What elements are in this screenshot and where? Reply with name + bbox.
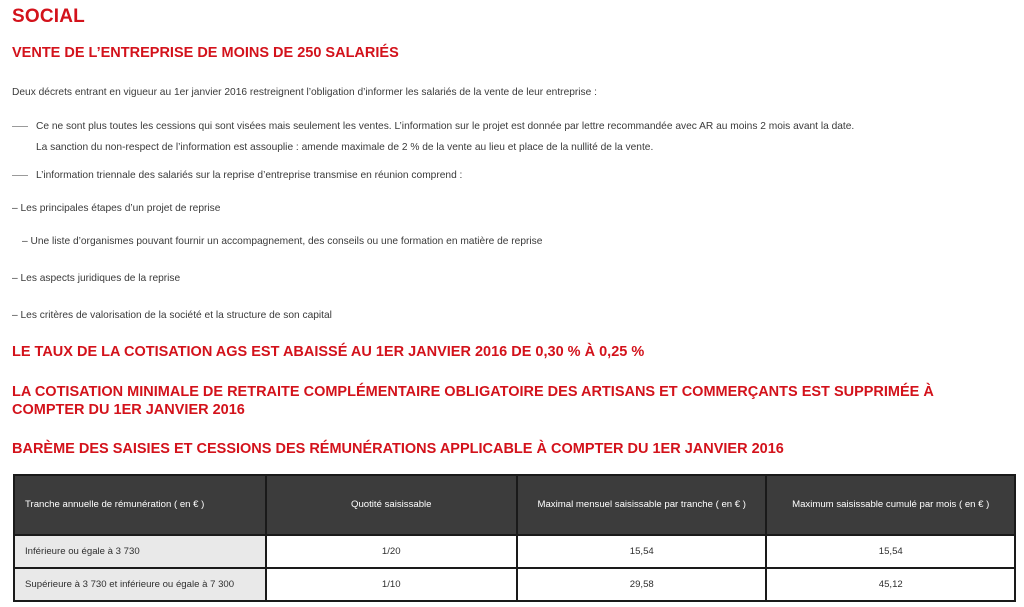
dash-marker-2 [12, 172, 36, 183]
intro-paragraph: Deux décrets entrant en vigueur au 1er janvier 2016 restreignent l’obligation d’informer les salariés de la vente de leur entreprise : [12, 87, 597, 98]
table-row [14, 535, 1015, 568]
heading-vente: VENTE DE L’ENTREPRISE DE MOINS DE 250 SALARIÉS [12, 45, 399, 61]
section-title: SOCIAL [12, 6, 85, 27]
bareme-table [13, 474, 1016, 602]
table-cell: Supérieure à 3 730 et inférieure ou égale à 7 300 [14, 568, 266, 601]
column-header: Maximal mensuel saisissable par tranche ( en € ) [517, 475, 766, 535]
table-cell: 15,54 [517, 535, 766, 568]
bullet-2-text: L’information triennale des salariés sur la reprise d’entreprise transmise en réunion comprend : [36, 170, 463, 181]
heading-bareme: BARÈME DES SAISIES ET CESSIONS DES RÉMUNÉRATIONS APPLICABLE À COMPTER DU 1ER JANVIER 2016 [12, 441, 784, 457]
table-cell: 15,54 [766, 535, 1015, 568]
table-cell: 29,58 [517, 568, 766, 601]
heading-retraite: LA COTISATION MINIMALE DE RETRAITE COMPLÉMENTAIRE OBLIGATOIRE DES ARTISANS ET COMMERÇANTS EST SUPPRIMÉE À COMPTER DU 1ER JANVIER 2016 [12, 384, 934, 418]
table-cell: 1/10 [266, 568, 517, 601]
table-cell: Inférieure ou égale à 3 730 [14, 535, 266, 568]
table-cell: 1/20 [266, 535, 517, 568]
list-item: – Les aspects juridiques de la reprise [12, 273, 181, 284]
bullet-1-line-1: Ce ne sont plus toutes les cessions qui sont visées mais seulement les ventes. L’information sur le projet est donnée par lettre recommandée avec AR au moins 2 mois avant la date. [36, 121, 855, 132]
column-header: Quotité saisissable [266, 475, 517, 535]
table-header-row [14, 475, 1015, 535]
bullet-1-line-2: La sanction du non-respect de l’information est assouplie : amende maximale de 2 % de la vente au lieu et place de la nullité de la vente. [36, 142, 654, 153]
list-item: – Les principales étapes d’un projet de reprise [12, 203, 221, 214]
list-item: – Les critères de valorisation de la société et la structure de son capital [12, 310, 332, 321]
table-row [14, 568, 1015, 601]
column-header: Tranche annuelle de rémunération ( en € ) [14, 475, 266, 535]
table-cell: 45,12 [766, 568, 1015, 601]
column-header: Maximum saisissable cumulé par mois ( en € ) [766, 475, 1015, 535]
list-item: – Une liste d’organismes pouvant fournir un accompagnement, des conseils ou une formation en matière de reprise [22, 236, 543, 247]
dash-marker-1 [12, 123, 36, 134]
heading-ags: LE TAUX DE LA COTISATION AGS EST ABAISSÉ AU 1ER JANVIER 2016 DE 0,30 % À 0,25 % [12, 344, 645, 360]
